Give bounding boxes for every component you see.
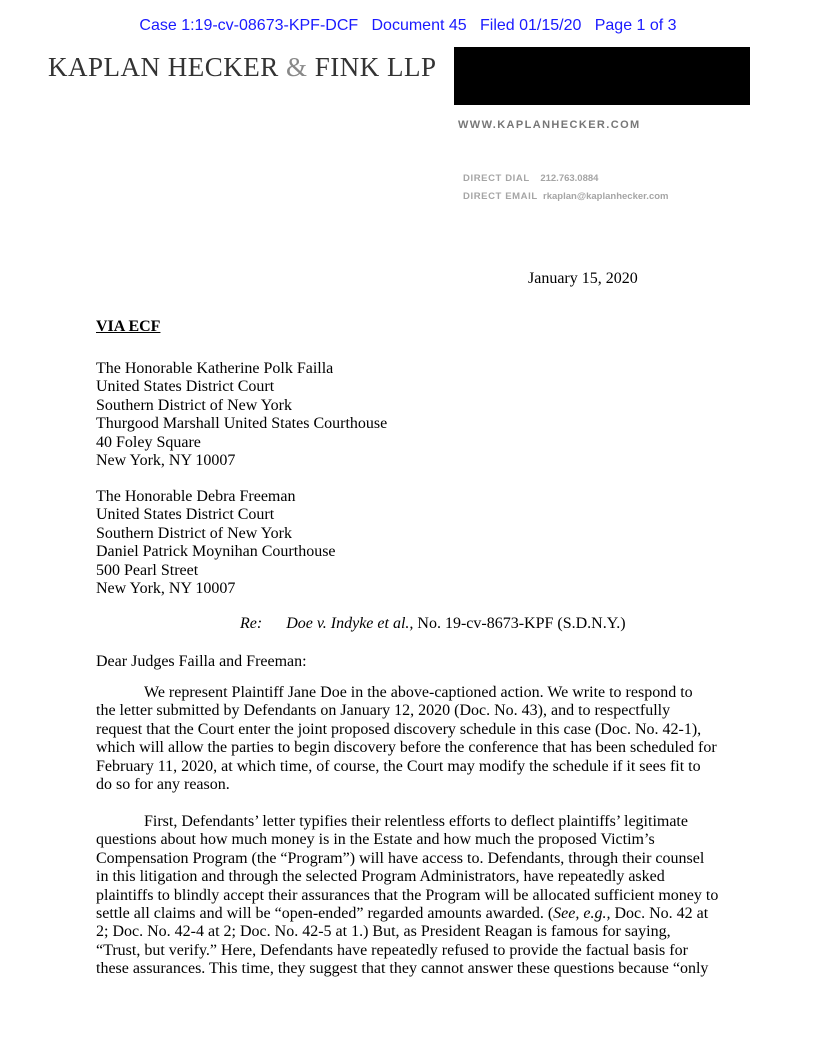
paragraph-line: February 11, 2020, at which time, of course, the Court may modify the schedule if it sees fit to [96,757,701,775]
address-line: United States District Court [96,506,275,524]
paragraph-line [96,905,722,923]
line-text: Doc. No. 42 at [610,905,709,923]
firm-name-ampersand: & [286,52,308,82]
firm-logo [48,52,437,83]
paragraph-line: Compensation Program (the “Program”) will have access to. Defendants, through their counsel [96,849,705,867]
paragraph-line: “Trust, but verify.” Here, Defendants have repeatedly refused to provide the factual basis for [96,941,688,959]
address-line: Southern District of New York [96,524,292,542]
paragraph-line: 2; Doc. No. 42-4 at 2; Doc. No. 42-5 at 1.) But, as President Reagan is famous for saying, [96,923,671,941]
delivery-method: VIA ECF [96,318,161,335]
direct-dial-value: 212.763.0884 [540,173,599,184]
paragraph-line: questions about how much money is in the Estate and how much the proposed Victim’s [96,831,655,849]
body-paragraph-2 [96,813,722,979]
paragraph-line: the letter submitted by Defendants on January 12, 2020 (Doc. No. 43), and to respectfully [96,702,671,720]
firm-website: WWW.KAPLANHECKER.COM [458,119,641,131]
addressee-freeman [96,488,336,598]
address-line: New York, NY 10007 [96,580,236,598]
firm-name-part1: KAPLAN HECKER [48,52,287,82]
redacted-text-remnant [458,101,718,107]
paragraph-line: do so for any reason. [96,776,230,794]
address-line: 40 Foley Square [96,433,201,451]
address-line: Daniel Patrick Moynihan Courthouse [96,543,336,561]
address-line: New York, NY 10007 [96,452,236,470]
body-paragraph-1 [96,684,722,794]
address-line: The Honorable Debra Freeman [96,488,296,505]
paragraph-line: plaintiffs to blindly accept their assurances that the Program will be allocated sufficient money to [96,886,719,904]
salutation: Dear Judges Failla and Freeman: [96,653,307,670]
re-line [240,615,626,633]
case-number: No. 19-cv-8673-KPF (S.D.N.Y.) [413,615,626,632]
address-line: The Honorable Katherine Polk Failla [96,360,334,377]
firm-name-part2: FINK LLP [307,52,437,82]
paragraph-line: We represent Plaintiff Jane Doe in the above-captioned action. We write to respond to [144,684,693,701]
address-line: 500 Pearl Street [96,561,199,579]
paragraph-line: request that the Court enter the joint proposed discovery schedule in this case (Doc. No. 42-1), [96,720,702,738]
direct-email-label: DIRECT EMAIL [463,191,538,202]
re-label: Re: [240,615,263,632]
direct-email [463,191,668,202]
court-filing-header: Case 1:19-cv-08673-KPF-DCF Document 45 Filed 01/15/20 Page 1 of 3 [139,17,677,34]
paragraph-line: First, Defendants’ letter typifies their relentless efforts to deflect plaintiffs’ legitimate [144,813,688,830]
letter-date: January 15, 2020 [528,270,638,287]
paragraph-line: which will allow the parties to begin discovery before the conference that has been scheduled for [96,739,717,757]
direct-dial [463,173,598,184]
redaction-block [454,47,750,105]
direct-email-value: rkaplan@kaplanhecker.com [543,191,669,202]
address-line: Southern District of New York [96,396,292,414]
address-line: Thurgood Marshall United States Courthouse [96,415,388,433]
address-line: United States District Court [96,378,275,396]
paragraph-line: these assurances. This time, they suggest that they cannot answer these questions because “only [96,960,709,978]
citation-signal: See, e.g., [553,905,611,923]
case-name: Doe v. Indyke et al., [286,615,414,632]
paragraph-line: in this litigation and through the selected Program Administrators, have repeatedly asked [96,868,665,886]
direct-dial-label: DIRECT DIAL [463,173,530,184]
addressee-failla [96,360,387,470]
line-text: settle all claims and will be “open-ended” regarded amounts awarded. ( [96,905,554,923]
